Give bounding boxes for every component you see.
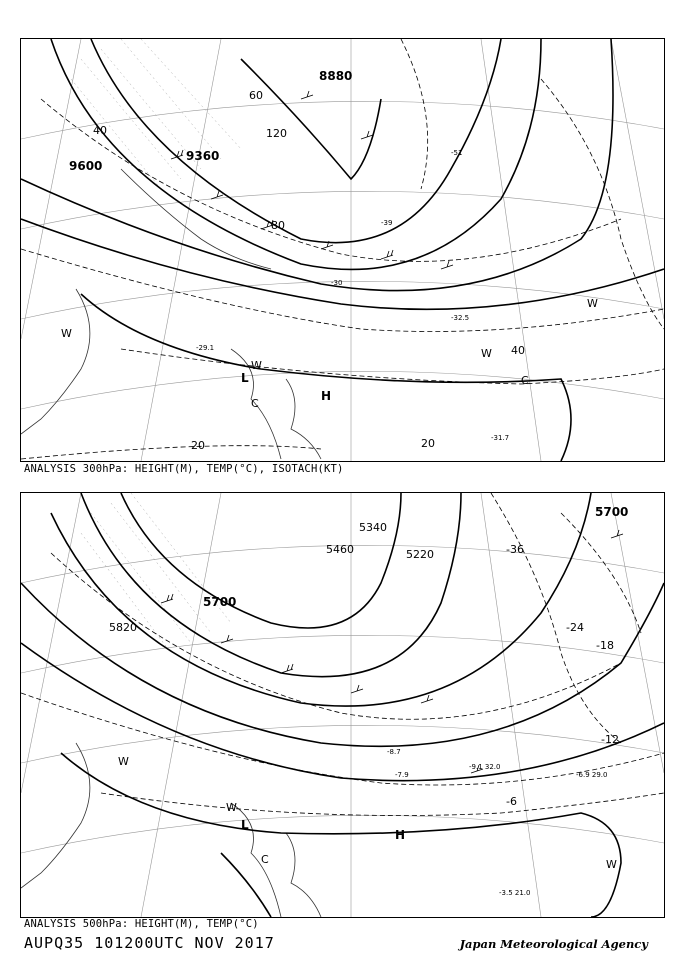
height-label: 5220	[406, 548, 434, 561]
coastline	[21, 169, 321, 459]
warm-symbol: W	[251, 359, 262, 372]
isotherm-label: -36	[506, 543, 524, 556]
low-pressure-symbol: L	[241, 371, 249, 385]
warm-symbol: W	[606, 858, 617, 871]
cold-symbol: C	[521, 374, 529, 387]
map-500hpa-svg	[21, 493, 664, 917]
caption-500hpa: ANALYSIS 500hPa: HEIGHT(M), TEMP(°C)	[24, 918, 259, 930]
station-label: -6.9 29.0	[576, 771, 608, 779]
warm-symbol: W	[118, 755, 129, 768]
station-label: -9.1 32.0	[469, 763, 501, 771]
isotherm-label: -6	[506, 795, 517, 808]
isotach-label: 40	[93, 124, 107, 137]
height-label: 5820	[109, 621, 137, 634]
station-label: -7.9	[395, 771, 409, 779]
station-label: -3.5 21.0	[499, 889, 531, 897]
isotach-label: 60	[249, 89, 263, 102]
warm-symbol: W	[587, 297, 598, 310]
coastline	[21, 743, 321, 917]
temp-label: -30	[331, 279, 343, 287]
temp-label: -31.7	[491, 434, 510, 442]
isotach-label: 40	[511, 344, 525, 357]
agency-name: Japan Meteorological Agency	[459, 937, 648, 951]
isotherm-label: -12	[601, 733, 619, 746]
cold-symbol: C	[261, 853, 269, 866]
height-contours	[21, 493, 664, 917]
low-pressure-symbol: L	[241, 818, 249, 832]
temp-label: -32.5	[451, 314, 470, 322]
temp-label: -29.1	[196, 344, 215, 352]
high-pressure-symbol: H	[321, 389, 332, 403]
isotach-label: 80	[271, 219, 285, 232]
temp-label: -39	[381, 219, 393, 227]
isotach-label: 120	[266, 127, 287, 140]
temp-label: -51	[451, 149, 463, 157]
height-label: 5700	[595, 505, 629, 519]
product-code: AUPQ35 101200UTC NOV 2017	[24, 934, 275, 952]
warm-symbol: W	[226, 801, 237, 814]
height-label: 9360	[186, 149, 220, 163]
station-label: -8.7	[387, 748, 401, 756]
height-label: 9600	[69, 159, 103, 173]
warm-symbol: W	[481, 347, 492, 360]
isotherm-label: -24	[566, 621, 584, 634]
wind-barbs	[171, 91, 453, 269]
height-label: 5340	[359, 521, 387, 534]
map-panel-500hpa	[20, 492, 665, 918]
map-panel-300hpa	[20, 38, 665, 462]
caption-300hpa: ANALYSIS 300hPa: HEIGHT(M), TEMP(°C), ISOTACH(KT)	[24, 463, 344, 475]
isotach-label: 20	[191, 439, 205, 452]
height-label: 5460	[326, 543, 354, 556]
height-contours	[21, 39, 664, 461]
warm-symbol: W	[61, 327, 72, 340]
graticule	[21, 493, 664, 917]
isotherm-label: -18	[596, 639, 614, 652]
height-label: 5700	[203, 595, 237, 609]
cold-symbol: C	[251, 397, 259, 410]
high-pressure-symbol: H	[395, 828, 406, 842]
temp-hatch	[81, 493, 231, 653]
isotach-label: 20	[421, 437, 435, 450]
height-label: 8880	[319, 69, 353, 83]
map-300hpa-svg	[21, 39, 664, 461]
